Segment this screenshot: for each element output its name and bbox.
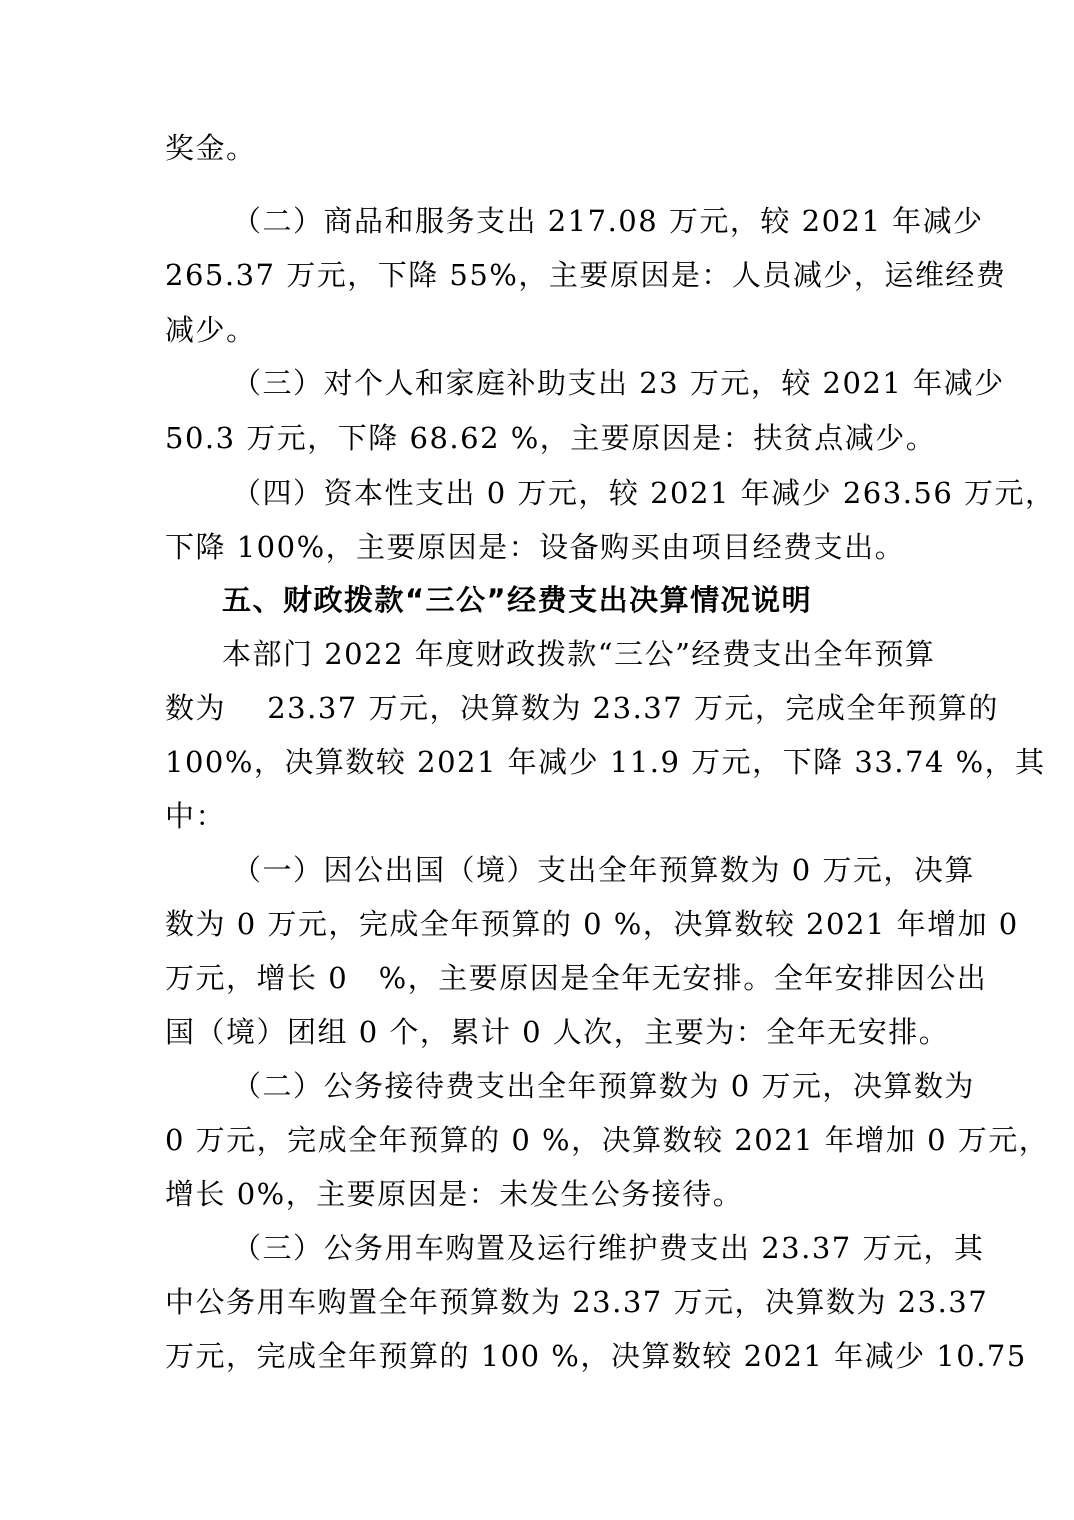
paragraph-line: 下降 100%，主要原因是：设备购买由项目经费支出。 (165, 530, 906, 564)
paragraph-line: （一）因公出国（境）支出全年预算数为 0 万元，决算 (232, 853, 975, 887)
paragraph-line: （四）资本性支出 0 万元，较 2021 年减少 263.56 万元， (232, 476, 1056, 510)
paragraph-line: 100%，决算数较 2021 年减少 11.9 万元，下降 33.74 %，其 (165, 745, 1046, 779)
paragraph-line: 数为 23.37 万元，决算数为 23.37 万元，完成全年预算的 (165, 691, 999, 725)
paragraph-line: （二）商品和服务支出 217.08 万元，较 2021 年减少 (232, 204, 984, 238)
paragraph-line: 数为 0 万元，完成全年预算的 0 %，决算数较 2021 年增加 0 (165, 907, 1019, 941)
paragraph-line: 增长 0%，主要原因是：未发生公务接待。 (165, 1177, 744, 1211)
paragraph-line: （二）公务接待费支出全年预算数为 0 万元，决算数为 (232, 1069, 975, 1103)
paragraph-line: 0 万元，完成全年预算的 0 %，决算数较 2021 年增加 0 万元， (165, 1123, 1050, 1157)
paragraph-line: 减少。 (165, 313, 257, 347)
paragraph-line: 中： (165, 799, 227, 833)
paragraph-line: 万元，增长 0 %，主要原因是全年无安排。全年安排因公出 (165, 961, 988, 995)
paragraph-line: 万元，完成全年预算的 100 %，决算数较 2021 年减少 10.75 (165, 1339, 1027, 1373)
text-line: 奖金。 (165, 131, 257, 165)
paragraph-line: （三）公务用车购置及运行维护费支出 23.37 万元，其 (232, 1231, 985, 1265)
paragraph-line: 50.3 万元，下降 68.62 %，主要原因是：扶贫点减少。 (165, 421, 937, 455)
paragraph-line: 国（境）团组 0 个，累计 0 人次，主要为：全年无安排。 (165, 1015, 950, 1049)
paragraph-line: 本部门 2022 年度财政拨款“三公”经费支出全年预算 (222, 637, 936, 671)
paragraph-line: 中公务用车购置全年预算数为 23.37 万元，决算数为 23.37 (165, 1285, 989, 1319)
paragraph-line: 265.37 万元，下降 55%，主要原因是：人员减少，运维经费 (165, 258, 1007, 292)
paragraph-line: （三）对个人和家庭补助支出 23 万元，较 2021 年减少 (232, 366, 1005, 400)
section-heading: 五、财政拨款“三公”经费支出决算情况说明 (222, 583, 813, 617)
